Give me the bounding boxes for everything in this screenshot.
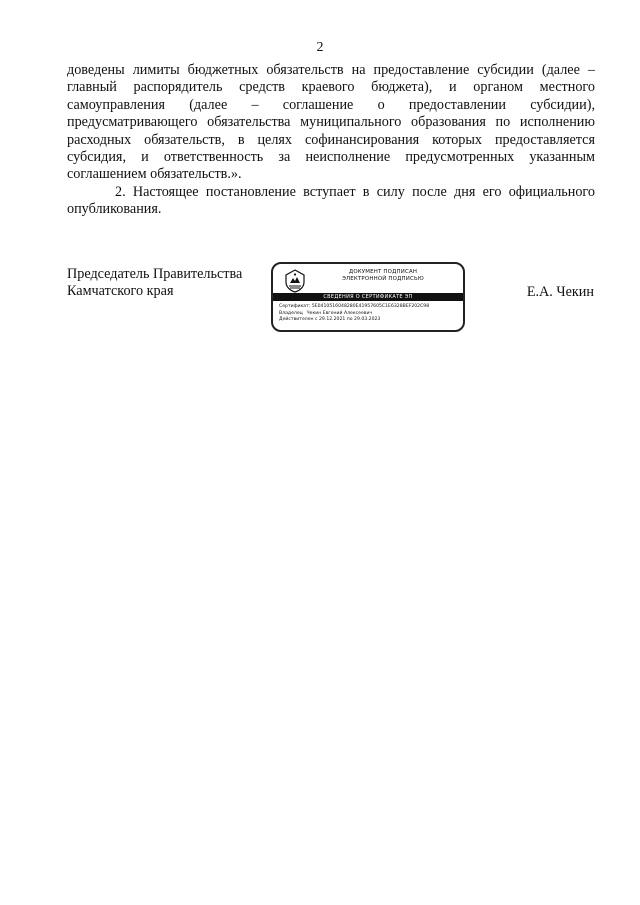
stamp-validity-row: Действителен с 29.12.2021 по 29.03.2023 — [279, 317, 381, 323]
certificate-value: 5E0410516048280E41957605C1E6328BEF202C98 — [311, 304, 430, 309]
coat-of-arms-icon — [283, 269, 307, 293]
document-body — [67, 62, 595, 219]
stamp-header — [313, 269, 453, 283]
stamp-certificate-row — [279, 304, 461, 311]
signer-title-line-1: Председатель Правительства — [67, 266, 243, 282]
paragraph-continuation: доведены лимиты бюджетных обязательств на предоставление субсидии (далее – главный распорядитель средств краевого бюджета), и органом местного самоуправления (далее – соглашение о предоставлении субсидии), предусматривающего обязательства муниципального образования по исполнению расходных обязательств, в целях софинансирования которых предоставляется субсидия, и ответственность за неисполнение предусмотренных указанным соглашением обязательств.». — [67, 62, 595, 183]
signer-name: Е.А. Чекин — [526, 284, 594, 300]
stamp-header-line-1: ДОКУМЕНТ ПОДПИСАН — [348, 269, 418, 275]
certificate-label: Сертификат: — [279, 304, 311, 309]
stamp-certificate-band: СВЕДЕНИЯ О СЕРТИФИКАТЕ ЭП — [273, 293, 463, 301]
signer-title-line-2: Камчатского края — [67, 283, 174, 300]
paragraph-effective-date: 2. Настоящее постановление вступает в силу после дня его официального опубликования. — [67, 183, 595, 218]
page-number: 2 — [316, 40, 324, 55]
electronic-signature-stamp — [271, 262, 465, 332]
stamp-details — [279, 304, 461, 324]
owner-label: Владелец — [279, 310, 303, 316]
stamp-header-line-2: ЭЛЕКТРОННОЙ ПОДПИСЬЮ — [342, 276, 424, 282]
signer-title — [67, 266, 242, 301]
owner-value: Чекин Евгений Алексеевич — [306, 310, 373, 316]
